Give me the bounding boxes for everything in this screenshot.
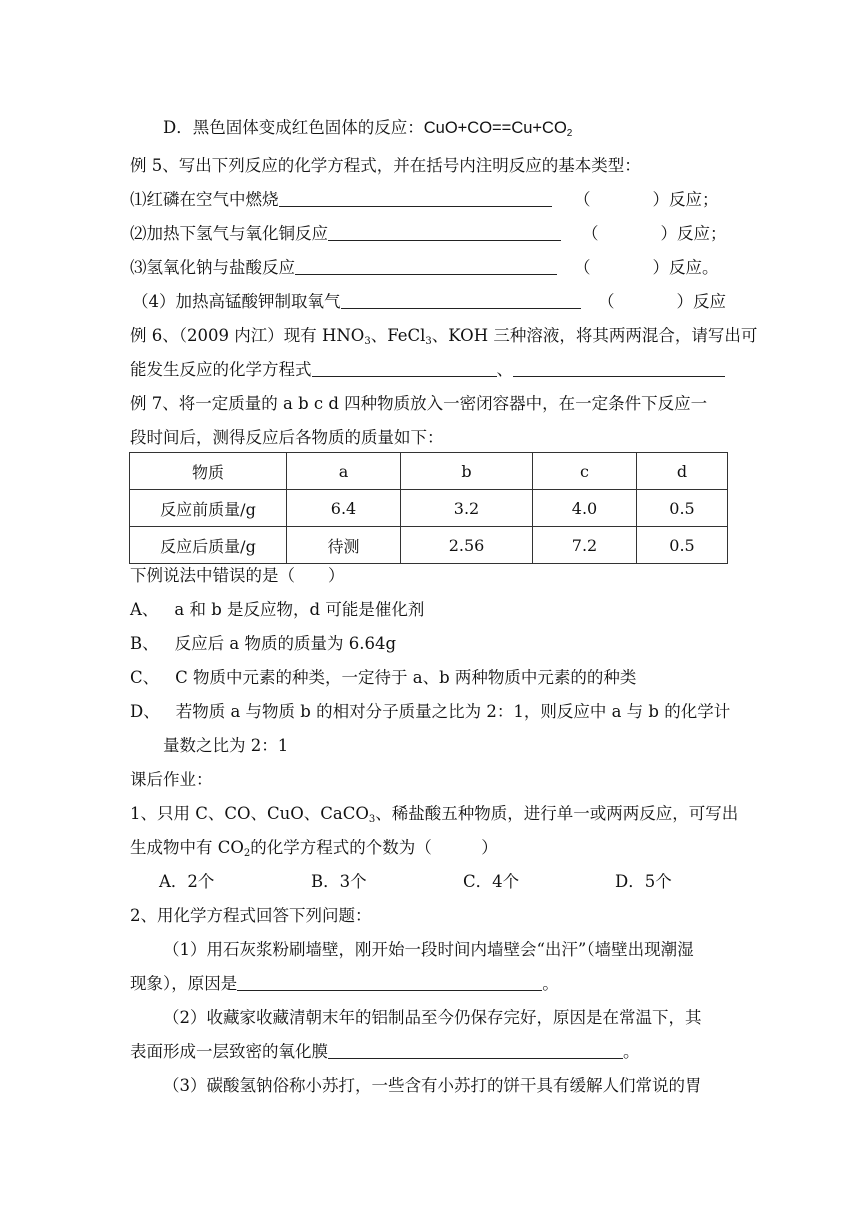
table-cell: 反应后质量/g	[130, 527, 287, 564]
ex6-text-b: 、FeCl	[370, 326, 426, 345]
paren-close: ）反应。	[652, 258, 719, 277]
table-header-row	[130, 453, 728, 490]
ex6-answer-blank-1[interactable]	[312, 358, 497, 377]
ex5-paren-1	[574, 188, 719, 212]
hw-q2-p2-text: 表面形成一层致密的氧化膜	[130, 1042, 328, 1061]
table-cell: 2.56	[401, 527, 533, 564]
paren-open: （	[574, 258, 591, 277]
ex6-answer-blank-2[interactable]	[513, 358, 725, 377]
hw-q1-line-1	[130, 802, 738, 826]
ex6-separator: 、	[496, 360, 513, 379]
hw-q1-line-2	[130, 836, 498, 860]
option-text: C 物质中元素的种类，一定待于 a、b 两种物质中元素的的种类	[175, 668, 637, 687]
ex5-answer-blank-3[interactable]	[295, 256, 557, 275]
hw-q2-p1-line-2	[130, 972, 559, 996]
ex7-question: 下例说法中错误的是（ ）	[130, 566, 345, 585]
table-cell: 3.2	[401, 490, 533, 527]
ex6-sub-1: 3	[364, 336, 371, 347]
ex7-line-1: 例 7、将一定质量的 a b c d 四种物质放入一密闭容器中，在一定条件下反应一	[130, 394, 708, 413]
option-d-prefix: D．黑色固体变成红色固体的反应：	[163, 118, 424, 137]
option-text: a 和 b 是反应物，d 可能是催化剂	[174, 600, 425, 619]
option-text: 若物质 a 与物质 b 的相对分子质量之比为 2：1，则反应中 a 与 b 的化学计	[175, 702, 731, 721]
paren-open: （	[598, 292, 615, 311]
hw-q2-p1-text: 现象），原因是	[130, 974, 238, 993]
ex7-option-d-cont: 量数之比为 2：1	[163, 736, 289, 755]
ex7-option-c	[130, 666, 636, 690]
mass-table	[129, 452, 728, 564]
option-label: C、	[130, 668, 160, 687]
ex5-item-4-text: （4）加热高锰酸钾制取氧气	[132, 292, 341, 311]
ex5-answer-blank-4[interactable]	[341, 290, 581, 309]
period: 。	[623, 1042, 640, 1061]
ex6-text-c: 、KOH 三种溶液，将其两两混合，请写出可	[431, 326, 758, 345]
paren-close: ）反应；	[660, 224, 727, 243]
ex5-answer-blank-2[interactable]	[328, 222, 561, 241]
hw-q1-sub: 3	[368, 814, 376, 825]
ex7-option-a	[130, 598, 424, 622]
table-cell: 0.5	[637, 490, 728, 527]
ex5-paren-2	[582, 222, 727, 246]
hw-q1-text-b: 、稀盐酸五种物质，进行单一或两两反应，可写出	[375, 804, 739, 823]
ex6-line-2	[130, 358, 725, 382]
option-d-line	[163, 116, 572, 140]
hw-q1-choice-b[interactable]: B．3个	[311, 872, 367, 891]
ex7-option-d	[130, 700, 730, 724]
option-label: A、	[130, 600, 159, 619]
table-header-cell: a	[287, 453, 401, 490]
hw-q1-choice-d[interactable]: D．5个	[615, 872, 672, 891]
table-cell: 待测	[287, 527, 401, 564]
ex5-paren-4	[598, 290, 726, 314]
ex5-item-4	[132, 290, 581, 314]
table-cell: 0.5	[637, 527, 728, 564]
table-header-cell: 物质	[130, 453, 287, 490]
table-row	[130, 527, 728, 564]
ex6-line-1	[130, 324, 757, 348]
homework-title: 课后作业：	[130, 770, 213, 789]
hw-q1-choice-a[interactable]: A．2个	[159, 872, 215, 891]
hw-q2-p1-answer-blank[interactable]	[237, 972, 542, 991]
hw-q2-p2-line-1: （2）收藏家收藏清朝末年的铝制品至今仍保存完好，原因是在常温下，其	[163, 1008, 702, 1027]
ex5-title: 例 5、写出下列反应的化学方程式，并在括号内注明反应的基本类型：	[130, 156, 641, 175]
ex5-paren-3	[574, 256, 719, 280]
ex5-answer-blank-1[interactable]	[279, 188, 552, 207]
paren-close: ）反应	[676, 292, 726, 311]
table-row	[130, 490, 728, 527]
ex7-line-2: 段时间后，测得反应后各物质的质量如下：	[130, 428, 444, 447]
table-cell: 4.0	[533, 490, 637, 527]
ex5-item-1	[130, 188, 552, 212]
hw-q1-choice-c[interactable]: C．4个	[463, 872, 520, 891]
hw-q1-sub-2: 2	[243, 848, 251, 859]
option-d-sub: 2	[566, 128, 573, 139]
table-cell: 7.2	[533, 527, 637, 564]
ex5-item-3-text: ⑶氢氧化钠与盐酸反应	[130, 258, 295, 277]
table-header-cell: c	[533, 453, 637, 490]
ex6-text-a: 例 6、（2009 内江）现有 HNO	[130, 326, 365, 345]
hw-q2-title: 2、用化学方程式回答下列问题：	[130, 906, 372, 925]
ex5-item-2	[130, 222, 561, 246]
table-cell: 6.4	[287, 490, 401, 527]
hw-q1-line2-a: 生成物中有 CO	[130, 838, 244, 857]
ex6-sub-2: 3	[425, 336, 432, 347]
ex5-item-1-text: ⑴红磷在空气中燃烧	[130, 190, 279, 209]
paren-open: （	[582, 224, 599, 243]
hw-q1-line2-b: 的化学方程式的个数为（ ）	[250, 838, 498, 857]
paren-open: （	[574, 190, 591, 209]
ex5-item-3	[130, 256, 557, 280]
hw-q1-text-a: 1、只用 C、CO、CuO、CaCO	[130, 804, 369, 823]
option-d-formula: CuO+CO==Cu+CO	[423, 119, 567, 137]
ex6-line-2-text: 能发生反应的化学方程式	[130, 360, 312, 379]
hw-q2-p3-line-1: （3）碳酸氢钠俗称小苏打，一些含有小苏打的饼干具有缓解人们常说的胃	[163, 1076, 702, 1095]
ex7-option-b	[130, 632, 396, 656]
table-header-cell: d	[637, 453, 728, 490]
table-header-cell: b	[401, 453, 533, 490]
hw-q2-p1-line-1: （1）用石灰浆粉刷墙壁，刚开始一段时间内墙壁会“出汗”（墙壁出现潮湿	[163, 940, 694, 959]
paren-close: ）反应；	[652, 190, 719, 209]
option-text: 反应后 a 物质的质量为 6.64g	[174, 634, 397, 653]
hw-q2-p2-answer-blank[interactable]	[328, 1040, 623, 1059]
hw-q2-p2-line-2	[130, 1040, 640, 1064]
table-cell: 反应前质量/g	[130, 490, 287, 527]
option-label: B、	[130, 634, 159, 653]
option-label: D、	[130, 702, 160, 721]
ex5-item-2-text: ⑵加热下氢气与氧化铜反应	[130, 224, 328, 243]
period: 。	[542, 974, 559, 993]
